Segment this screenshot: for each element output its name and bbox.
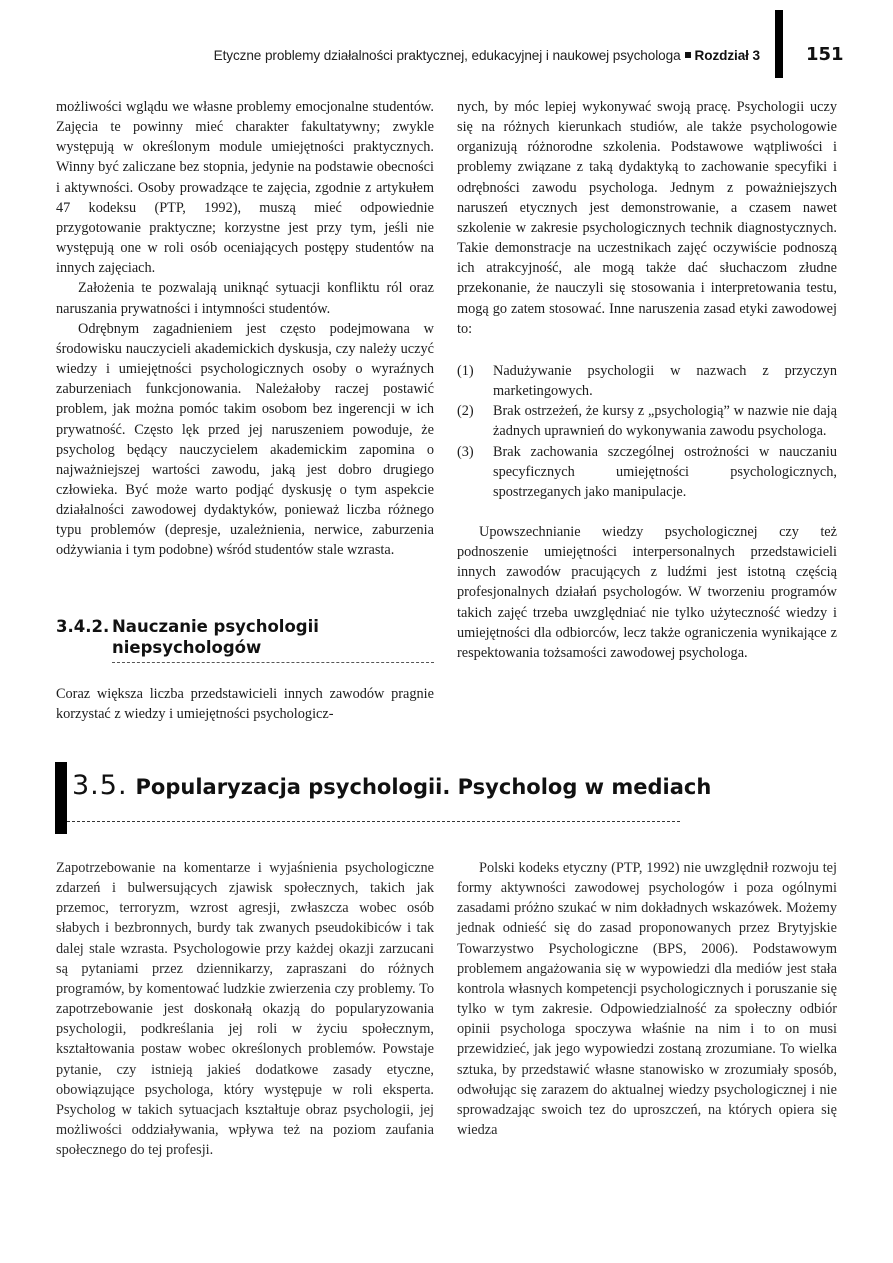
list-item-number: (3)	[457, 443, 474, 460]
numbered-list	[457, 361, 837, 502]
left-column-top	[56, 97, 434, 561]
paragraph: Coraz większa liczba przedstawicieli innych zawodów pragnie korzystać z wiedzy i umiejętności psychologicz-	[56, 686, 434, 723]
section-number: 3.5.	[72, 770, 128, 801]
square-bullet-icon	[685, 52, 691, 58]
paragraph: Założenia te pozwalają uniknąć sytuacji konfliktu ról oraz naruszania prywatności i intymności studentów.	[56, 280, 434, 317]
left-column-after-subsection	[56, 684, 434, 724]
list-item	[457, 442, 837, 502]
section-vertical-bar	[55, 762, 67, 834]
list-item-number: (2)	[457, 403, 474, 420]
chapter-label: Rozdział 3	[694, 48, 760, 63]
right-column-bottom	[457, 858, 837, 1140]
running-header	[140, 48, 760, 63]
list-item	[457, 361, 837, 401]
paragraph: Polski kodeks etyczny (PTP, 1992) nie uwzględnił rozwoju tej formy aktywności zawodowej psychologów i poza ogólnymi zasadami próżno szukać w nim dokładnych wskazówek. Możemy jednak odnieść się do zasad proponowanych przez Brytyjskie Towarzystwo Psychologiczne (BPS, 2006). Podstawowym problemem angażowania się w wypowiedzi dla mediów jest stała kontrola własnych kompetencji psychologicznych i poruszanie się tylko w tym zakresie. Odpowiedzialność za społeczny odbiór opinii psychologa spoczywa właśnie na nim i to on musi przewidzieć, jak jego wypowiedzi zostaną zrozumiane. To wielka sztuka, by przedstawić własne stanowisko w zrozumiały sposób, odwołując się zarazem do aktualnej wiedzy psychologicznej i nie sprowadzając swoich tez do uproszczeń, na których opiera się wiedza	[457, 860, 837, 1139]
subsection-heading	[56, 616, 434, 658]
page-number: 151	[806, 44, 844, 65]
subsection-number: 3.4.2.	[56, 617, 110, 636]
list-item-text: Brak ostrzeżeń, że kursy z „psychologią” w nazwie nie dają żadnych uprawnień do wykonywania zawodu psychologa.	[493, 403, 837, 440]
running-title: Etyczne problemy działalności praktycznej, edukacyjnej i naukowej psychologa	[213, 48, 681, 63]
list-item-number: (1)	[457, 362, 474, 379]
paragraph: nych, by móc lepiej wykonywać swoją pracę. Psychologii uczy się na różnych kierunkach studiów, ale także psychologowie organizują różnorodne szkolenia. Podstawowe wątpliwości i problemy związane z taką dydaktyką to zachowanie specyfiki i odrębności zawodu psychologa. Jednym z poważniejszych naruszeń etycznych jest demonstrowanie, a czasem nawet szkolenie w zakresie psychologicznych technik diagnostycznych. Takie demonstracje na uczestnikach zajęć oczywiście podnoszą ich atrakcyjność, ale mogą także dać słuchaczom złudne przekonanie, że nauczyli się stosowania i interpretowania testu, mogą go zatem stosować. Inne naruszenia zasad etyki zawodowej to:	[457, 99, 837, 337]
section-heading	[72, 770, 711, 801]
list-item-text: Brak zachowania szczególnej ostrożności w nauczaniu specyficznych umiejętności psychologicznych, spostrzeganych jako manipulacje.	[493, 443, 837, 500]
subsection-title-line1: Nauczanie psychologii	[112, 617, 319, 636]
list-item	[457, 401, 837, 441]
left-column-bottom	[56, 858, 434, 1160]
subsection-title-line2: niepsychologów	[112, 638, 262, 657]
list-item-text: Nadużywanie psychologii w nazwach z przyczyn marketingowych.	[493, 362, 837, 400]
subsection-rule	[112, 662, 434, 663]
paragraph: Odrębnym zagadnieniem jest często podejmowana w środowisku nauczycieli akademickich dyskusja, czy należy uczyć wiedzy i umiejętności psychologicznych osoby o wyraźnych zaburzeniach funkcjonowania. Należałoby raczej postawić problem, jak można pomóc takim osobom bez ingerencji w ich prywatność. Często lęk przed jej naruszeniem powoduje, że psycholog będący nauczycielem akademickim zapomina o najważniejszej wartości zawodu, jaką jest dobro drugiego człowieka. Być może warto podjąć dyskusję o tym aspekcie działalności zawodowej dydaktyków, ponieważ liczba różnego typu problemów (depresje, uzależnienia, nerwice, zaburzenia odżywiania i tym podobne) wśród studentów stale wzrasta.	[56, 320, 434, 559]
paragraph: Zapotrzebowanie na komentarze i wyjaśnienia psychologiczne zdarzeń i bulwersujących zjawisk społecznych, takich jak przemoc, terroryzm, wzrost agresji, zwłaszcza wobec osób słabych i bezbronnych, burdy tak zwanych pseudokibiców i tak dalej stale wzrasta. Psychologowie przy każdej okazji zarzucani są pytaniami przez dziennikarzy, zapraszani do różnych programów, by komentować ludzkie zwierzenia czy problemy. To zapotrzebowanie jest doskonałą okazją do popularyzowania psychologii, podkreślania jej roli w życiu społecznym, kształtowania postaw wobec określonych problemów. Powstaje pytanie, czy istnieją jakieś dodatkowe zasady etyczne, obowiązujące psychologa, który występuje w roli eksperta. Psycholog w takich sytuacjach kształtuje obraz psychologii, jej możliwości oddziaływania, wpływa też na poziom zaufania społecznego do tej profesji.	[56, 860, 434, 1159]
section-rule	[67, 821, 680, 822]
header-vertical-bar	[775, 10, 783, 78]
section-title: Popularyzacja psychologii. Psycholog w mediach	[135, 775, 712, 799]
right-column-top	[457, 97, 837, 663]
paragraph: możliwości wglądu we własne problemy emocjonalne studentów. Zajęcia te powinny mieć charakter fakultatywny; zwykle występują w określonym module umiejętności praktycznych. Winny być zaliczane bez stopnia, jedynie na podstawie obecności i aktywności. Osoby prowadzące te zajęcia, zgodnie z artykułem 47 kodeksu (PTP, 1992), muszą mieć odpowiednie przygotowanie praktyczne; korzystne jest przy tym, jeśli nie występują one w roli osób oceniających postępy studentów na innych zajęciach.	[56, 99, 434, 277]
paragraph: Upowszechnianie wiedzy psychologicznej czy też podnoszenie umiejętności interpersonalnych przedstawicieli innych zawodów pracujących z ludźmi jest istotną częścią profesjonalnych działań psychologów. W tworzeniu programów takich zajęć trzeba uwzględniać nie tylko użyteczność wiedzy i umiejętności dla odbiorców, lecz także ograniczenia wynikające z respektowania tożsamości zawodowej psychologa.	[457, 523, 837, 661]
